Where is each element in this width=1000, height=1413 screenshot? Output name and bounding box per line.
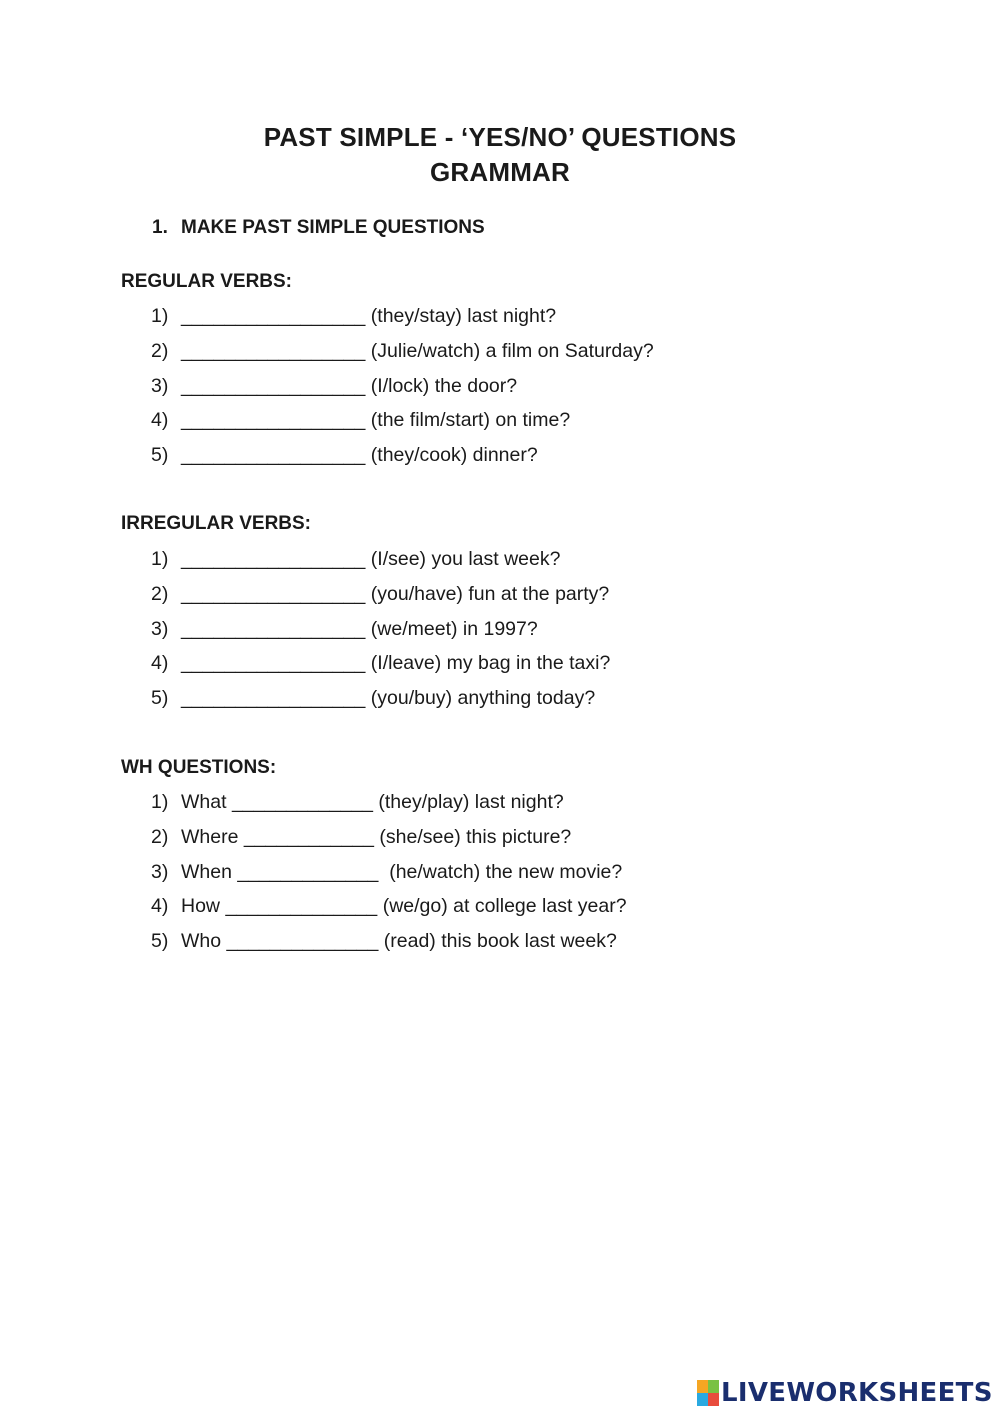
verb-prompt: (we/go) at college last year?	[377, 895, 627, 918]
verb-prompt: (I/lock) the door?	[365, 374, 518, 397]
answer-blank[interactable]: _________________	[181, 409, 366, 432]
verb-prompt: (Julie/watch) a film on Saturday?	[365, 339, 654, 362]
item-number: 3)	[151, 617, 169, 640]
liveworksheets-logo	[697, 1378, 993, 1408]
answer-blank[interactable]: _________________	[181, 444, 366, 466]
worksheet-subtitle: GRAMMAR	[429, 157, 571, 187]
exercise-item	[151, 374, 654, 412]
answer-blank[interactable]: _________________	[181, 374, 366, 397]
item-number: 2)	[151, 825, 169, 848]
question-word: When	[181, 860, 238, 883]
verb-prompt: (the film/start) on time?	[365, 409, 571, 432]
exercise-item	[151, 617, 610, 655]
item-number: 2)	[151, 339, 169, 362]
question-word: What	[181, 791, 232, 813]
item-number: 1)	[151, 305, 169, 327]
item-number: 1)	[151, 548, 169, 570]
exercise-list-irregular-verbs	[151, 550, 610, 724]
item-number: 5)	[151, 930, 169, 952]
verb-prompt: (she/see) this picture?	[374, 825, 572, 848]
exercise-item	[151, 689, 610, 724]
answer-blank[interactable]: _________________	[181, 548, 366, 570]
question-word: How	[181, 895, 226, 918]
verb-prompt: (I/leave) my bag in the taxi?	[365, 652, 611, 675]
item-number: 3)	[151, 374, 169, 397]
question-word: Who	[181, 930, 227, 952]
item-number: 4)	[151, 895, 169, 918]
item-number: 4)	[151, 409, 169, 432]
answer-blank[interactable]: _________________	[181, 687, 366, 709]
exercise-item	[151, 582, 610, 620]
exercise-item	[151, 339, 654, 377]
item-number: 5)	[151, 444, 169, 466]
verb-prompt: (they/play) last night?	[372, 791, 564, 813]
worksheet-title: PAST SIMPLE - ‘YES/NO’ QUESTIONS	[263, 122, 737, 152]
exercise-item	[151, 411, 654, 446]
item-number: 3)	[151, 860, 169, 883]
exercise-list-wh-questions	[151, 793, 627, 967]
section-label: MAKE PAST SIMPLE QUESTIONS	[181, 217, 485, 238]
item-number: 5)	[151, 687, 169, 709]
liveworksheets-logo-icon	[697, 1380, 719, 1406]
verb-prompt: (read) this book last week?	[378, 930, 617, 952]
logo-square-3	[697, 1393, 708, 1406]
exercise-item	[151, 932, 627, 967]
answer-blank[interactable]: ______________	[226, 930, 379, 952]
exercise-item	[151, 793, 627, 828]
answer-blank[interactable]: ____________	[243, 825, 374, 848]
verb-prompt: (he/watch) the new movie?	[378, 860, 623, 883]
verb-prompt: (we/meet) in 1997?	[365, 617, 538, 640]
exercise-item	[151, 446, 654, 481]
logo-square-4	[708, 1393, 719, 1406]
answer-blank[interactable]: _________________	[181, 305, 366, 327]
group-heading-regular-verbs: REGULAR VERBS:	[121, 271, 293, 292]
answer-blank[interactable]: ______________	[225, 895, 378, 918]
logo-text: LIVEWORKSHEETS	[721, 1378, 993, 1408]
verb-prompt: (they/cook) dinner?	[365, 444, 538, 466]
logo-square-2	[708, 1380, 719, 1393]
item-number: 2)	[151, 582, 169, 605]
logo-square-1	[697, 1380, 708, 1393]
group-heading-irregular-verbs: IRREGULAR VERBS:	[121, 513, 312, 534]
exercise-item	[151, 825, 627, 863]
answer-blank[interactable]: _________________	[181, 339, 366, 362]
exercise-item	[151, 307, 654, 342]
answer-blank[interactable]: _____________	[237, 860, 379, 883]
verb-prompt: (you/have) fun at the party?	[365, 582, 610, 605]
exercise-item	[151, 897, 627, 932]
verb-prompt: (they/stay) last night?	[365, 305, 557, 327]
exercise-item	[151, 654, 610, 689]
exercise-item	[151, 860, 627, 898]
exercise-item	[151, 550, 610, 585]
verb-prompt: (you/buy) anything today?	[365, 687, 596, 709]
answer-blank[interactable]: _________________	[181, 582, 366, 605]
group-heading-wh-questions: WH QUESTIONS:	[121, 757, 277, 778]
exercise-list-regular-verbs	[151, 307, 654, 481]
item-number: 1)	[151, 791, 169, 813]
section-heading	[152, 218, 485, 237]
question-word: Where	[181, 825, 244, 848]
answer-blank[interactable]: _________________	[181, 617, 366, 640]
answer-blank[interactable]: _________________	[181, 652, 366, 675]
verb-prompt: (I/see) you last week?	[365, 548, 561, 570]
item-number: 4)	[151, 652, 169, 675]
answer-blank[interactable]: _____________	[231, 791, 373, 813]
section-number: 1.	[152, 217, 168, 238]
